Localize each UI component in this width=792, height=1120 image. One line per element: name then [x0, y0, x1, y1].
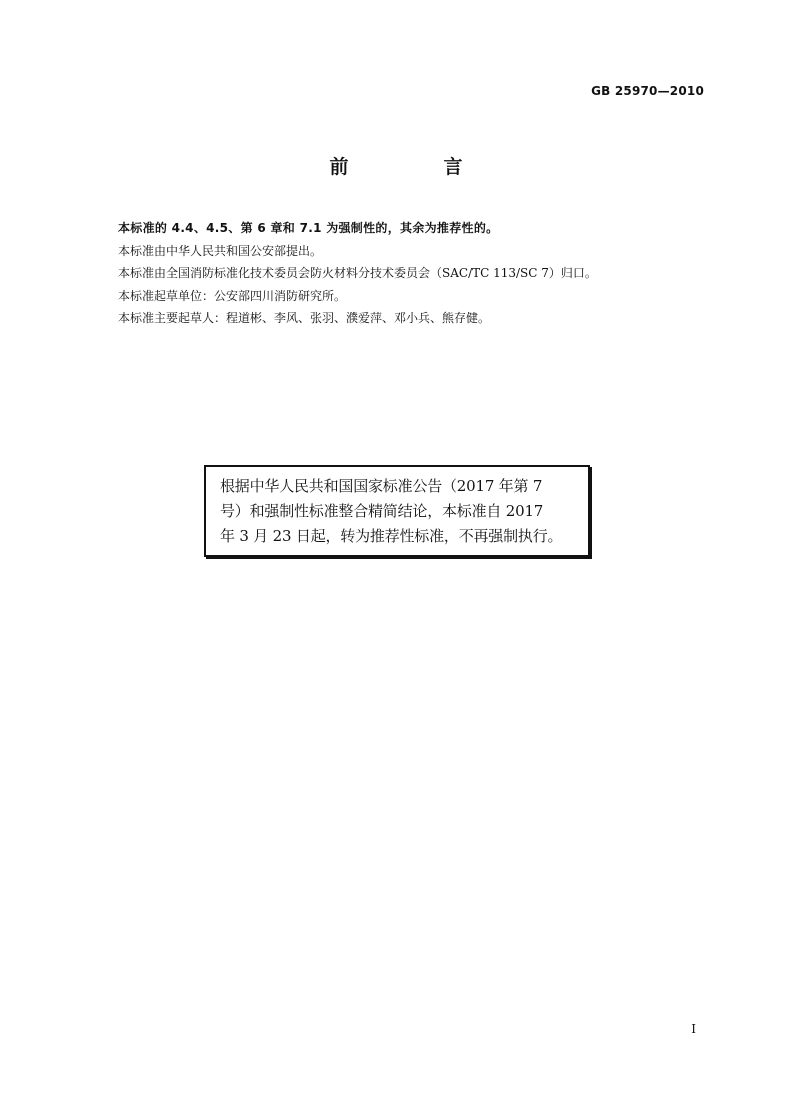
- paragraph-administrator: 本标准由全国消防标准化技术委员会防火材料分技术委员会（SAC/TC 113/SC 7）归口。: [118, 266, 597, 280]
- paragraph-drafting-unit: 本标准起草单位：公安部四川消防研究所。: [118, 288, 347, 303]
- paragraph-drafters: 本标准主要起草人：程道彬、李风、张羽、濮爱萍、邓小兵、熊存健。: [118, 311, 491, 325]
- notice-line: 年 3 月 23 日起，转为推荐性标准，不再强制执行。: [220, 527, 563, 545]
- notice-box: [204, 465, 590, 557]
- paragraph-mandatory-clauses: 本标准的 4.4、4.5、第 6 章和 7.1 为强制性的，其余为推荐性的。: [118, 221, 499, 235]
- paragraph-proposer: 本标准由中华人民共和国公安部提出。: [118, 243, 323, 258]
- page-title: 前 言: [329, 156, 501, 178]
- foreword-body: [118, 217, 708, 330]
- notice-line: 根据中华人民共和国国家标准公告（2017 年第 7: [220, 477, 543, 495]
- notice-line: 号）和强制性标准整合精简结论，本标准自 2017: [220, 502, 544, 520]
- standard-code: GB 25970—2010: [591, 84, 704, 98]
- page-number: I: [691, 1022, 696, 1036]
